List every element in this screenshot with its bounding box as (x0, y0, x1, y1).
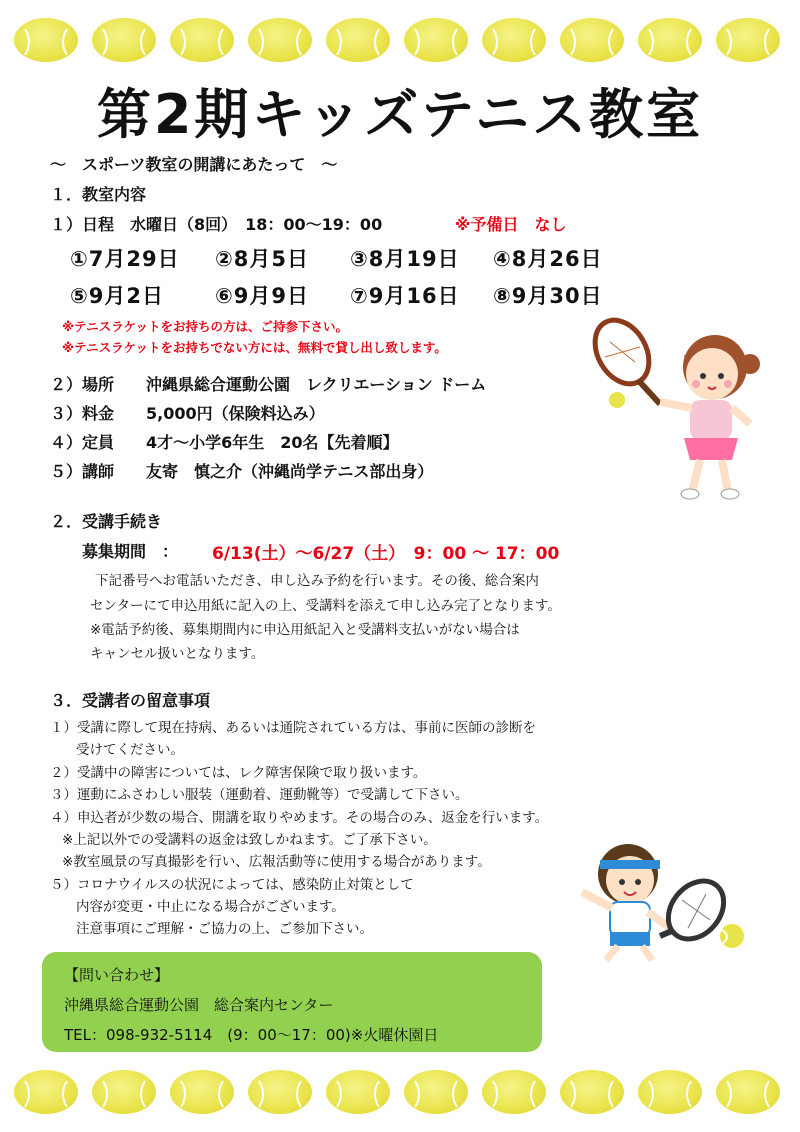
notice-line: 内容が変更・中止になる場合がございます。 (76, 899, 345, 915)
tennis-ball-icon (248, 1070, 312, 1114)
tennis-ball-icon (716, 1070, 780, 1114)
date-item: ②8月5日 (215, 247, 310, 271)
notice-line: ４）申込者が少数の場合、開講を取りやめます。その場合のみ、返金を行います。 (50, 810, 549, 826)
date-item: ④8月26日 (493, 247, 603, 271)
period-value: 6/13(土）～6/27（土） 9：00 ～ 17：00 (212, 544, 560, 564)
tennis-ball-icon (92, 18, 156, 62)
notice-line: ３）運動にふさわしい服装（運動着、運動靴等）で受講して下さい。 (50, 787, 469, 803)
contact-box (42, 952, 542, 1052)
tennis-ball-icon (482, 1070, 546, 1114)
racket-note: ※テニスラケットをお持ちの方は、ご持参下さい。 (62, 319, 349, 334)
tennis-ball-icon (14, 1070, 78, 1114)
tennis-ball-icon (638, 1070, 702, 1114)
notice-line: ５）コロナウイルスの状況によっては、感染防止対策として (50, 877, 414, 893)
venue-item: ２）場所 沖縄県総合運動公園 レクリエーション ドーム (50, 375, 487, 394)
instructor-item: ５）講師 友寄 慎之介（沖縄尚学テニス部出身） (50, 462, 434, 481)
tennis-ball-icon (716, 18, 780, 62)
notice-line: ２）受講中の障害については、レク障害保険で取り扱います。 (50, 765, 427, 781)
section3-heading: ３．受講者の留意事項 (50, 691, 211, 710)
tennis-ball-icon (404, 1070, 468, 1114)
tennis-ball-icon (638, 18, 702, 62)
procedure-line: 下記番号へお電話いただき、申し込み予約を行います。その後、総合案内 (95, 573, 539, 589)
tennis-ball-icon (560, 1070, 624, 1114)
tennis-ball-icon (92, 1070, 156, 1114)
tennis-ball-icon (170, 1070, 234, 1114)
date-item: ⑦9月16日 (350, 284, 460, 308)
boy-tennis-player-illustration (570, 836, 760, 966)
tennis-ball-icon (326, 18, 390, 62)
procedure-line: センターにて申込用紙に記入の上、受講料を添えて申し込み完了となります。 (90, 598, 561, 614)
date-item: ①7月29日 (70, 247, 180, 271)
notice-line: 注意事項にご理解・ご協力の上、ご参加下さい。 (76, 921, 373, 937)
period-label: 募集期間 ： (82, 542, 179, 561)
date-item: ⑧9月30日 (493, 284, 603, 308)
contact-heading: 【問い合わせ】 (64, 966, 170, 984)
capacity-item: ４）定員 4才～小学6年生 20名【先着順】 (50, 433, 399, 452)
notice-line: １）受講に際して現在持病、あるいは通院されている方は、事前に医師の診断を (50, 720, 536, 736)
section2-heading: ２．受講手続き (50, 512, 163, 531)
schedule-label: １）日程 水曜日（8回） 18：00～19：00 (50, 215, 383, 234)
tennis-ball-icon (482, 18, 546, 62)
fee-item: ３）料金 5,000円（保険料込み） (50, 404, 325, 423)
top-ball-border (0, 8, 800, 68)
tennis-ball-icon (14, 18, 78, 62)
contact-tel: TEL：098-932-5114 (9：00～17：00)※火曜休園日 (64, 1026, 439, 1044)
contact-org: 沖縄県総合運動公園 総合案内センター (64, 996, 334, 1014)
date-item: ③8月19日 (350, 247, 460, 271)
girl-tennis-player-illustration (580, 312, 780, 502)
date-item: ⑥9月9日 (215, 284, 310, 308)
tennis-ball-icon (326, 1070, 390, 1114)
bottom-ball-border (0, 1062, 800, 1122)
date-item: ⑤9月2日 (70, 284, 165, 308)
tennis-ball-icon (170, 18, 234, 62)
page-title: 第2期キッズテニス教室 (96, 83, 704, 146)
procedure-line: ※電話予約後、募集期間内に申込用紙記入と受講料支払いがない場合は (90, 622, 520, 638)
section1-heading: １．教室内容 (50, 185, 147, 204)
notice-line: ※上記以外での受講料の返金は致しかねます。ご了承下さい。 (62, 832, 437, 848)
tennis-ball-icon (404, 18, 468, 62)
notice-line: 受けてください。 (76, 742, 184, 758)
reserve-day: ※予備日 なし (455, 215, 567, 234)
racket-note: ※テニスラケットをお持ちでない方には、無料で貸し出し致します。 (62, 340, 447, 355)
notice-line: ※教室風景の写真撮影を行い、広報活動等に使用する場合があります。 (62, 854, 491, 870)
tennis-ball-icon (248, 18, 312, 62)
procedure-line: キャンセル扱いとなります。 (90, 646, 265, 662)
tennis-ball-icon (560, 18, 624, 62)
subtitle: ～ スポーツ教室の開講にあたって ～ (50, 155, 338, 174)
